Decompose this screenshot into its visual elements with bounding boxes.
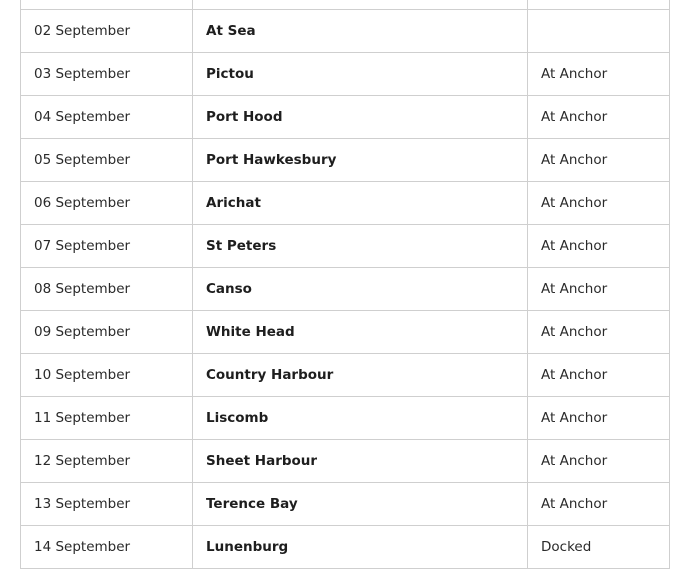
itinerary-table-body (21, 0, 670, 569)
port-cell: Terence Bay (193, 483, 528, 526)
table-row (21, 10, 670, 53)
port-cell: Country Harbour (193, 354, 528, 397)
port-cell: Pictou (193, 53, 528, 96)
port-cell: Arichat (193, 182, 528, 225)
date-cell: 03 September (21, 53, 193, 96)
status-cell: At Anchor (528, 311, 670, 354)
table-row (21, 182, 670, 225)
date-cell: 13 September (21, 483, 193, 526)
status-cell (528, 0, 670, 10)
table-row (21, 526, 670, 569)
port-cell: Port Hood (193, 96, 528, 139)
port-cell: Liscomb (193, 397, 528, 440)
table-row (21, 268, 670, 311)
table-row (21, 0, 670, 10)
status-cell (528, 10, 670, 53)
status-cell: At Anchor (528, 397, 670, 440)
port-cell: Lunenburg (193, 526, 528, 569)
date-cell: 06 September (21, 182, 193, 225)
table-row (21, 53, 670, 96)
date-cell: 04 September (21, 96, 193, 139)
status-cell: At Anchor (528, 53, 670, 96)
date-cell: 14 September (21, 526, 193, 569)
status-cell: Docked (528, 526, 670, 569)
port-cell: St Peters (193, 225, 528, 268)
date-cell: 12 September (21, 440, 193, 483)
port-cell (193, 0, 528, 10)
date-cell: 10 September (21, 354, 193, 397)
table-row (21, 311, 670, 354)
date-cell: 08 September (21, 268, 193, 311)
date-cell (21, 0, 193, 10)
date-cell: 09 September (21, 311, 193, 354)
itinerary-table (20, 0, 670, 569)
port-cell: Port Hawkesbury (193, 139, 528, 182)
date-cell: 07 September (21, 225, 193, 268)
table-row (21, 354, 670, 397)
status-cell: At Anchor (528, 483, 670, 526)
status-cell: At Anchor (528, 182, 670, 225)
table-row (21, 483, 670, 526)
status-cell: At Anchor (528, 354, 670, 397)
port-cell: Canso (193, 268, 528, 311)
date-cell: 11 September (21, 397, 193, 440)
status-cell: At Anchor (528, 268, 670, 311)
status-cell: At Anchor (528, 440, 670, 483)
status-cell: At Anchor (528, 96, 670, 139)
port-cell: Sheet Harbour (193, 440, 528, 483)
date-cell: 05 September (21, 139, 193, 182)
status-cell: At Anchor (528, 225, 670, 268)
status-cell: At Anchor (528, 139, 670, 182)
table-row (21, 225, 670, 268)
date-cell: 02 September (21, 10, 193, 53)
table-row (21, 96, 670, 139)
table-row (21, 440, 670, 483)
port-cell: At Sea (193, 10, 528, 53)
table-row (21, 397, 670, 440)
table-row (21, 139, 670, 182)
port-cell: White Head (193, 311, 528, 354)
